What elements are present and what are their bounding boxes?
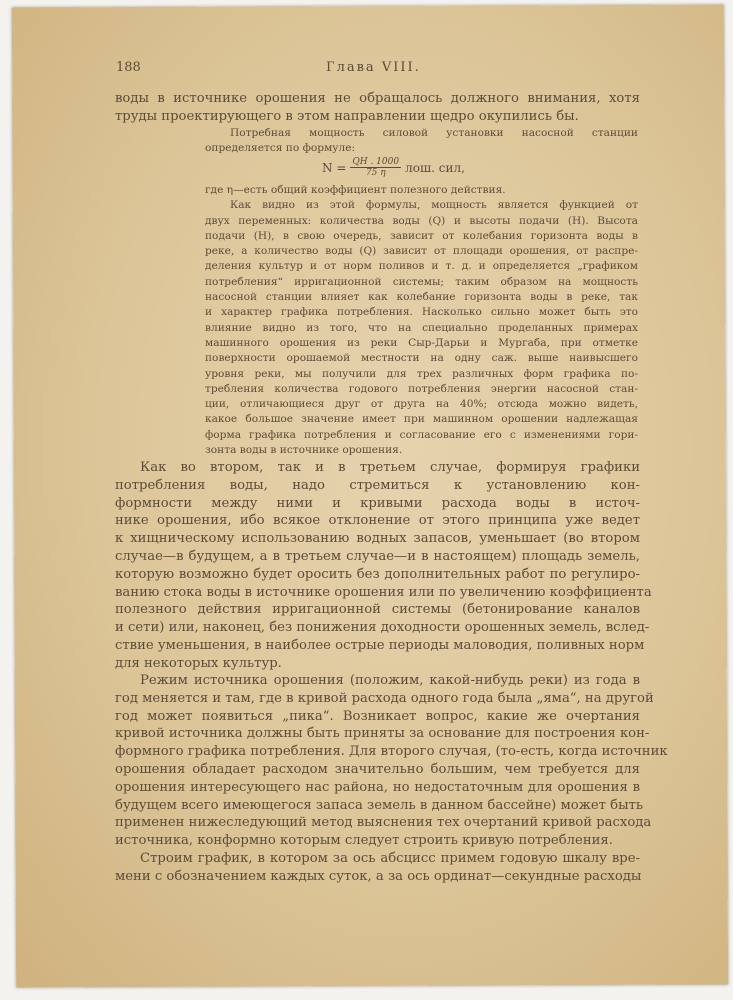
text-line: орошения интересующего нас района, но недостаточным для орошения в — [115, 779, 640, 795]
text-line: поверхности орошаемой местности на одну саж. выше наивысшего — [205, 352, 638, 365]
text-line: формного графика потребления. Для второго случая, (то-есть, когда источник — [115, 744, 668, 760]
small-text-pre — [205, 126, 638, 157]
text-line: ванию стока воды в источнике орошения или по увеличению коэффициента — [115, 584, 652, 600]
text-line: машинного орошения из реки Сыр-Дарьи и Мургаба, при отметке — [205, 336, 638, 349]
paragraph-3 — [115, 850, 640, 886]
text-line: воды в источнике орошения не обращалось должного внимания, хотя — [115, 91, 640, 106]
text-line: ции, отличающиеся друг от друга на 40%; отсюда можно видеть, — [205, 398, 638, 411]
text-line: определяется по формуле: — [205, 142, 356, 155]
paragraph-2 — [115, 672, 668, 850]
formula-numerator: QH . 1000 — [352, 157, 400, 167]
text-line: где η—есть общий коэффициент полезного действия. — [205, 184, 506, 196]
text-line: деления культур и от норм поливов и т. д. и определяется „графиком — [205, 260, 638, 273]
text-line: Потребная мощность силовой установки насосной станции — [230, 127, 638, 139]
page-number: 188 — [116, 60, 141, 75]
text-line: Строим график, в котором за ось абсцисс примем годовую шкалу вре- — [140, 851, 640, 866]
power-formula — [322, 157, 465, 178]
text-line: Как во втором, так и в третьем случае, формируя графики — [140, 460, 640, 475]
text-line: источника, конформно которым следует строить кривую потребления. — [115, 833, 613, 849]
text-line: насосной станции влияет как колебание горизонта воды в реке, так — [205, 291, 638, 304]
text-line: случае—в будущем, а в третьем случае—и в настоящем) площадь земель, — [115, 548, 640, 564]
text-line: и сети) или, наконец, без понижения доходности орошенных земель, вслед- — [115, 620, 650, 636]
text-line: и характер графика потребления. Насколько сильно может быть это — [205, 306, 638, 319]
text-line: год может появиться „пика“. Возникает вопрос, какие же очертания — [115, 708, 640, 724]
text-line: полезного действия ирригационной системы (бетонирование каналов — [115, 602, 640, 618]
text-line: форма графика потребления и согласование его с изменениями гори- — [205, 428, 638, 441]
text-line: Как видно из этой формулы, мощность является функцией от — [230, 199, 638, 212]
text-line: реке, а количество воды (Q) зависит от площади орошения, от распре- — [205, 245, 638, 258]
text-line: к хищническому использованию водных запасов, уменьшает (во втором — [115, 531, 640, 547]
chapter-title: Глава VIII. — [326, 60, 421, 75]
formula-unit: лош. сил, — [405, 160, 465, 175]
text-line: Режим источника орошения (положим, какой-нибудь реки) из года в — [140, 673, 640, 688]
text-line: влияние видно из того, что на специально проделанных примерах — [205, 321, 638, 334]
text-line: ствие уменьшения, в наиболее острые периоды маловодия, поливных норм — [115, 637, 645, 653]
small-text-post — [205, 183, 638, 458]
text-line: орошения обладает расходом значительно большим, чем требуется для — [115, 761, 640, 777]
text-line: требления количества годового потребления энергии насосной стан- — [205, 382, 638, 395]
text-line: формности между ними и кривыми расхода воды в источ- — [115, 495, 640, 511]
text-line: какое большое значение имеет при машинном орошении надлежащая — [205, 413, 638, 426]
text-line: год меняется и там, где в кривой расхода одного года была „яма“, на другой — [115, 690, 654, 706]
text-line: нике орошения, ибо всякое отклонение от этого принципа уже ведет — [115, 513, 640, 529]
text-line: уровня реки, мы получили для трех различных форм графика по- — [205, 367, 638, 380]
text-line: двух переменных: количества воды (Q) и высоты подачи (H). Высота — [205, 214, 638, 227]
text-line: подачи (H), в свою очередь, зависит от колебания горизонта воды в — [205, 229, 638, 242]
text-line: применен нижеследующий метод выяснения тех очертаний кривой расхода — [115, 815, 652, 831]
formula-fraction — [350, 157, 401, 178]
text-line: потребления“ ирригационной системы; таким образом на мощность — [205, 275, 638, 288]
text-line: зонта воды в источнике орошения. — [205, 444, 403, 457]
formula-denominator: 75 η — [365, 168, 386, 178]
intro-text — [115, 90, 640, 126]
formula-lhs: N = — [322, 160, 347, 175]
text-line: кривой источника должны быть приняты за основание для построения кон- — [115, 726, 650, 742]
paragraph-1 — [115, 459, 652, 673]
text-line: будущем всего имеющегося запаса земель в данном бассейне) может быть — [115, 797, 644, 813]
text-line: мени с обозначением каждых суток, а за ось ординат—секундные расходы — [115, 868, 642, 884]
text-line: труды проектирующего в этом направлении щедро окупились бы. — [115, 108, 579, 124]
text-line: потребления воды, надо стремиться к установлению кон- — [115, 477, 640, 493]
text-line: которую возможно будет оросить без дополнительных работ по регулиро- — [115, 566, 640, 582]
text-line: для некоторых культур. — [115, 655, 282, 671]
